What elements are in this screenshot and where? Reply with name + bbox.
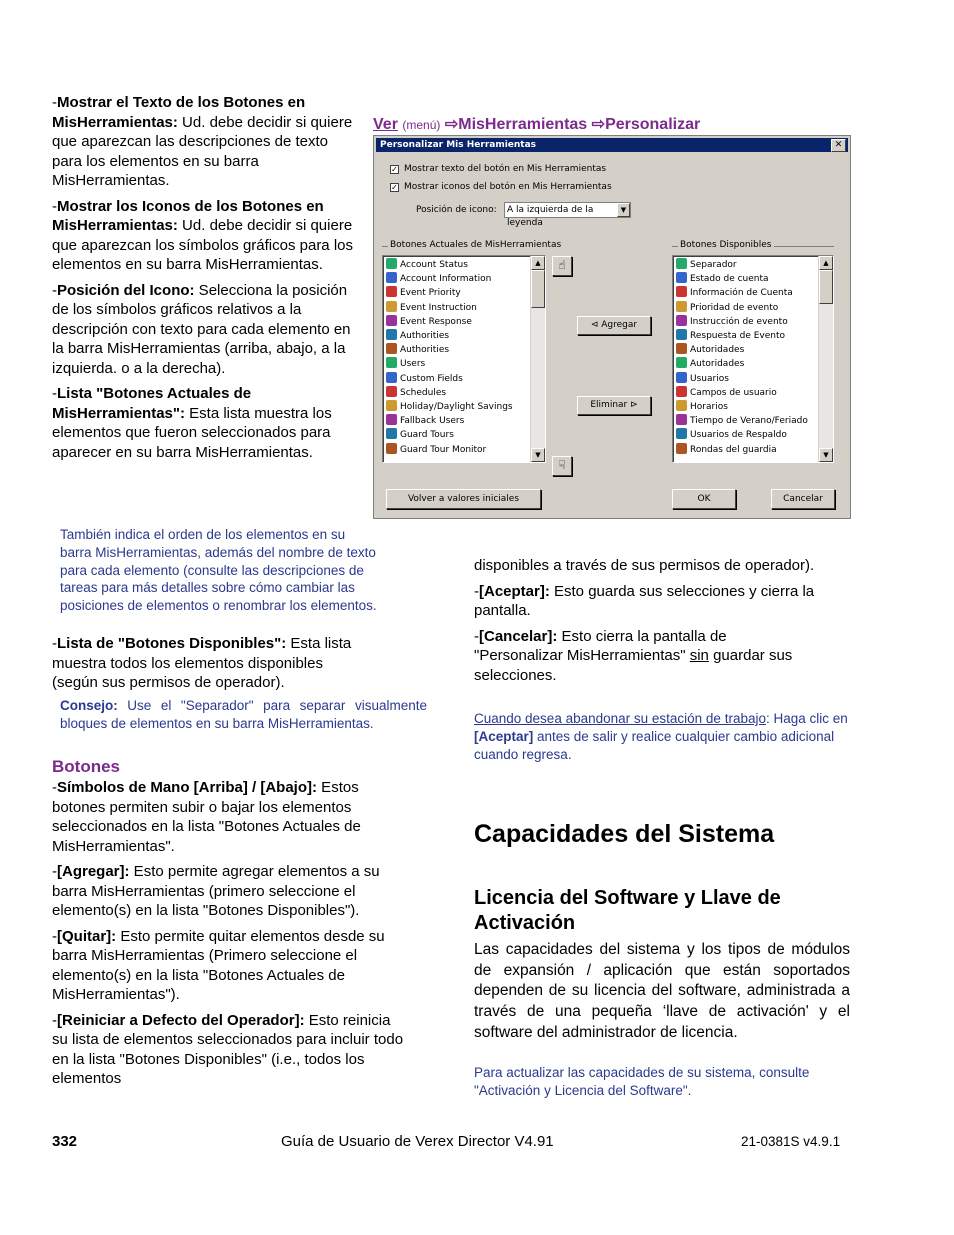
item-accept: -[Aceptar]: Esto guarda sus selecciones y cierra la pantalla.	[474, 582, 815, 619]
toolbar-item-icon	[386, 301, 397, 312]
item-show-icons: -Mostrar los Iconos de los Botones en MisHerramientas: Ud. debe decidir si quiere que aparezcan los símbolos gráficos para los elementos en su barra MisHerramientas.	[52, 197, 353, 273]
move-up-button[interactable]: ☝	[552, 256, 572, 276]
toolbar-item-icon	[386, 428, 397, 439]
current-buttons-list[interactable]	[382, 255, 546, 463]
chevron-down-icon[interactable]: ▼	[617, 203, 630, 217]
list-item-label: Rondas del guardia	[690, 444, 777, 455]
list-item-label: Usuarios de Respaldo	[690, 430, 787, 441]
note-update: Para actualizar las capacidades de su sistema, consulte "Activación y Licencia del Software".	[474, 1065, 810, 1098]
toolbar-item-icon	[386, 400, 397, 411]
list-item[interactable]	[386, 272, 491, 286]
scroll-up-icon[interactable]: ▲	[531, 256, 545, 270]
toolbar-item-icon	[386, 286, 397, 297]
available-list-scrollbar[interactable]	[818, 256, 833, 462]
item-cancel: -[Cancelar]: Esto cierra la pantalla de "Personalizar MisHerramientas" sin guardar sus selecciones.	[474, 627, 793, 684]
menu-label: (menú)	[402, 118, 441, 132]
list-item[interactable]	[676, 443, 777, 457]
scroll-thumb[interactable]	[531, 270, 545, 308]
current-list-label: Botones Actuales de MisHerramientas	[390, 240, 562, 250]
menu-path	[373, 114, 700, 134]
list-item[interactable]	[676, 315, 788, 329]
list-item[interactable]	[386, 400, 513, 414]
list-item[interactable]	[676, 258, 737, 272]
list-item-label: Horarios	[690, 402, 728, 412]
toolbar-item-icon	[676, 272, 687, 283]
toolbar-item-icon	[386, 258, 397, 269]
list-item-label: Authorities	[400, 331, 450, 341]
list-item-label: Schedules	[400, 387, 447, 398]
note-order: También indica el orden de los elementos en su barra MisHerramientas, además del nombre de texto para cada elemento (consulte las descripciones de tareas para más detalles sobre cómo cambiar las posiciones de elementos o renombrar los elementos.	[60, 527, 377, 614]
toolbar-item-icon	[676, 315, 687, 326]
menu-personalizar: Personalizar	[605, 116, 701, 133]
section-heading: Capacidades del Sistema	[474, 820, 775, 848]
ok-button[interactable]: OK	[672, 489, 736, 509]
available-list-label: Botones Disponibles	[680, 240, 772, 250]
list-item-label: Usuarios	[690, 373, 729, 384]
checkbox-show-text-label: Mostrar texto del botón en Mis Herramientas	[404, 164, 607, 174]
icon-position-select[interactable]: A la izquierda de la leyenda ▼	[504, 202, 631, 218]
toolbar-item-icon	[676, 357, 687, 368]
available-buttons-list[interactable]	[672, 255, 834, 463]
license-body: Las capacidades del sistema y los tipos de módulos de expansión / aplicación que están soportados dependen de su licencia del software, administrada a través de una pequeña ‘llave de activación' y el software del administrador de licencia.	[474, 941, 850, 1041]
toolbar-item-icon	[386, 343, 397, 354]
list-item-label: Estado de cuenta	[690, 274, 769, 285]
toolbar-item-icon	[676, 400, 687, 411]
list-item[interactable]	[676, 343, 744, 357]
reset-defaults-button[interactable]: Volver a valores iniciales	[386, 489, 541, 509]
list-item-label: Información de Cuenta	[690, 288, 793, 299]
toolbar-item-icon	[676, 372, 687, 383]
scroll-down-icon[interactable]: ▼	[531, 448, 545, 462]
list-item[interactable]	[676, 272, 769, 286]
list-item-label: Fallback Users	[400, 416, 465, 427]
add-button[interactable]: ⊲ Agregar	[577, 316, 651, 335]
icon-position-label: Posición de icono:	[416, 205, 497, 215]
note-tip: Consejo: Use el "Separador" para separar visualmente bloques de elementos en su barra MisHerramientas.	[60, 698, 427, 731]
footer-title: Guía de Usuario de Verex Director V4.91	[281, 1133, 554, 1150]
list-item-label: Custom Fields	[400, 373, 463, 384]
item-available-list-block	[52, 634, 372, 693]
checkbox-show-text[interactable]: ✓	[391, 165, 398, 174]
list-item-label: Guard Tour Monitor	[400, 444, 487, 455]
list-item-label: Autoridades	[690, 345, 745, 356]
list-item[interactable]	[676, 329, 785, 343]
item-add: -[Agregar]: Esto permite agregar elementos a su barra MisHerramientas (primero seleccione el elemento(s) en la lista "Botones Disponibles").	[52, 863, 380, 919]
buttons-section	[52, 778, 407, 1089]
item-remove: -[Quitar]: Esto permite quitar elementos desde su barra MisHerramientas (Primero seleccione el elemento(s) en la lista "Botones Actuales de MisHerramientas").	[52, 927, 385, 1003]
list-item-label: Separador	[690, 260, 737, 270]
customize-dialog	[373, 135, 851, 519]
page-number: 332	[52, 1133, 78, 1150]
footer-doc-id: 21-0381S v4.9.1	[741, 1134, 841, 1149]
toolbar-item-icon	[676, 286, 687, 297]
arrow-right-icon: ⇨	[591, 116, 606, 133]
cancel-button[interactable]: Cancelar	[771, 489, 835, 509]
list-item[interactable]	[386, 372, 463, 386]
list-item-label: Authorities	[400, 345, 450, 356]
toolbar-item-icon	[386, 272, 397, 283]
toolbar-item-icon	[676, 343, 687, 354]
list-item[interactable]	[386, 315, 472, 329]
toolbar-item-icon	[386, 443, 397, 454]
dialog-titlebar	[376, 138, 848, 152]
scroll-down-icon[interactable]: ▼	[819, 448, 833, 462]
list-item-label: Users	[400, 359, 426, 370]
list-item-label: Campos de usuario	[690, 387, 777, 398]
toolbar-item-icon	[676, 301, 687, 312]
list-item[interactable]	[386, 414, 464, 428]
note-link[interactable]: Cuando desea abandonar su estación de trabajo	[474, 711, 766, 726]
arrow-right-icon: ⇨	[444, 116, 459, 133]
list-item[interactable]	[386, 357, 425, 371]
list-item[interactable]	[676, 372, 729, 386]
list-item-label: Account Status	[400, 260, 468, 270]
item-current-list: -Lista "Botones Actuales de MisHerramientas": Esta lista muestra los elementos que fueron seleccionados para aparecer en su barra MisHerramientas.	[52, 385, 332, 461]
list-item[interactable]	[676, 386, 777, 400]
item-reset: -[Reiniciar a Defecto del Operador]: Esto reinicia su lista de elementos seleccionados para incluir todo en la lista "Botones Disponibles" (i.e., todos los elementos	[52, 1011, 404, 1087]
toolbar-item-icon	[386, 315, 397, 326]
toolbar-item-icon	[386, 329, 397, 340]
scroll-thumb[interactable]	[819, 270, 833, 304]
list-item-label: Autoridades	[690, 359, 745, 370]
toolbar-item-icon	[676, 443, 687, 454]
list-item-label: Prioridad de evento	[690, 302, 779, 313]
list-item[interactable]	[386, 428, 454, 442]
item-hand-symbols: -Símbolos de Mano [Arriba] / [Abajo]: Estos botones permiten subir o bajar los elementos seleccionados en la lista "Botones Actuales de MisHerramientas".	[52, 779, 361, 855]
list-item[interactable]	[676, 400, 728, 414]
list-item[interactable]	[386, 386, 446, 400]
list-item[interactable]	[386, 301, 477, 315]
list-item-label: Tiempo de Verano/Feriado	[690, 416, 808, 427]
list-item[interactable]	[676, 357, 744, 371]
current-list-scrollbar[interactable]	[530, 256, 545, 462]
right-column	[474, 556, 850, 685]
note-leave-workstation: Cuando desea abandonar su estación de trabajo: Haga clic en [Aceptar] antes de salir y realice cualquier cambio adicional cuando regresa.	[474, 711, 848, 762]
close-icon[interactable]: ✕	[831, 139, 846, 152]
remove-button[interactable]: Eliminar ⊳	[577, 396, 651, 415]
list-item-label: Instrucción de evento	[690, 316, 788, 327]
list-item[interactable]	[676, 286, 793, 300]
list-item-label: Event Response	[400, 316, 472, 327]
checkbox-show-icons-label: Mostrar iconos del botón en Mis Herramientas	[404, 182, 612, 192]
list-item[interactable]	[386, 329, 449, 343]
toolbar-item-icon	[386, 386, 397, 397]
list-item[interactable]	[386, 286, 461, 300]
checkbox-show-icons[interactable]: ✓	[391, 183, 398, 192]
toolbar-item-icon	[676, 258, 687, 269]
list-item[interactable]	[386, 443, 486, 457]
toolbar-item-icon	[386, 357, 397, 368]
subsection-heading: Licencia del Software y Llave de Activación	[474, 887, 781, 934]
item-show-text: -Mostrar el Texto de los Botones en MisHerramientas: Ud. debe decidir si quiere que aparezcan las descripciones de texto para los elementos en su barra MisHerramientas.	[52, 94, 353, 189]
list-item-label: Account Information	[400, 274, 492, 285]
left-column	[52, 93, 357, 462]
list-item-label: Event Instruction	[400, 302, 477, 313]
botones-heading: Botones	[52, 757, 120, 776]
list-item[interactable]	[676, 301, 778, 315]
continued-text: disponibles a través de sus permisos de operador).	[474, 557, 815, 574]
list-item-label: Event Priority	[400, 288, 461, 299]
item-available-list: -Lista de "Botones Disponibles": Esta lista muestra todos los elementos disponibles (según sus permisos de operador).	[52, 635, 352, 691]
toolbar-item-icon	[386, 372, 397, 383]
list-item[interactable]	[676, 428, 787, 442]
toolbar-item-icon	[676, 329, 687, 340]
scroll-up-icon[interactable]: ▲	[819, 256, 833, 270]
list-item[interactable]	[386, 343, 449, 357]
item-icon-position: -Posición del Icono: Selecciona la posición de los símbolos gráficos relativos a la descripción con texto para cada elemento en la barra MisHerramientas (arriba, abajo, a la izquierda. o a la derecha).	[52, 281, 351, 377]
toolbar-item-icon	[386, 414, 397, 425]
list-item-label: Holiday/Daylight Savings	[400, 402, 513, 412]
toolbar-item-icon	[676, 428, 687, 439]
menu-ver: Ver	[373, 116, 398, 133]
list-item[interactable]	[386, 258, 468, 272]
list-item[interactable]	[676, 414, 808, 428]
dialog-title: Personalizar Mis Herramientas	[380, 140, 537, 150]
menu-misherramientas: MisHerramientas	[458, 116, 588, 133]
toolbar-item-icon	[676, 414, 687, 425]
toolbar-item-icon	[676, 386, 687, 397]
move-down-button[interactable]: ☟	[552, 456, 572, 476]
list-item-label: Guard Tours	[400, 430, 454, 441]
list-item-label: Respuesta de Evento	[690, 331, 786, 341]
